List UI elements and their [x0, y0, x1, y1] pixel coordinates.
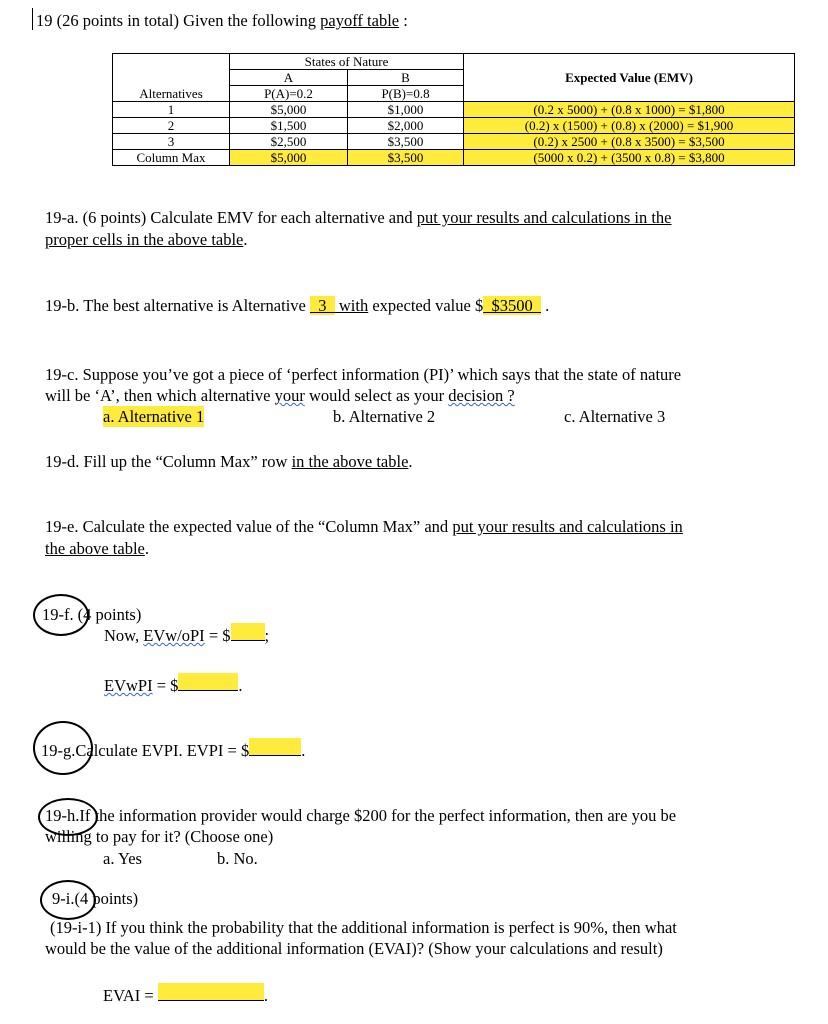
- q19g-evpi-blank[interactable]: [249, 738, 301, 756]
- q19i-label: 9-i.: [52, 889, 75, 908]
- emv-header-cell-top: [464, 54, 795, 70]
- q19f-evwpi-blank[interactable]: [178, 673, 238, 691]
- q19e-tail: .: [144, 539, 149, 558]
- q19-title-text: 19 (26 points in total) Given the following: [36, 11, 321, 30]
- emv-header: Expected Value (EMV): [464, 70, 795, 86]
- question-19-title: [36, 10, 408, 31]
- q19h-line1: If the information provider would charge $200 for the perfect information, then are you be: [79, 806, 677, 825]
- emv-cell: (0.2 x 5000) + (0.8 x 1000) = $1,800: [464, 102, 795, 118]
- emv-cell: (0.2) x 2500 + (0.8 x 3500) = $3,500: [464, 134, 795, 150]
- q19g-text: Calculate EVPI. EVPI = $: [75, 741, 250, 760]
- q19i-evai-label: EVAI =: [103, 986, 158, 1005]
- q19f-label: 19-f.: [42, 605, 74, 624]
- q19f-evwopi-line: [104, 623, 269, 646]
- question-19d: [45, 451, 413, 472]
- column-max-row: [113, 150, 795, 166]
- alt-cell: Column Max: [113, 150, 230, 166]
- q19c-option-b[interactable]: b. Alternative 2: [333, 407, 436, 426]
- q19g-label: 19-g.: [41, 741, 76, 760]
- table-header-row-2: [113, 70, 795, 86]
- q19f-evwpi-line: [104, 673, 243, 696]
- question-19e-line2: [45, 538, 149, 559]
- value-a-cell: $2,500: [230, 134, 348, 150]
- q19-title-link: payoff table: [320, 11, 400, 30]
- table-header-row-3: [113, 86, 795, 102]
- q19c-line2-pre: will be ‘A’, then which alternative: [45, 386, 275, 405]
- q19-title-tail: :: [399, 11, 408, 30]
- table-row: [113, 118, 795, 134]
- q19d-link: in the above table: [291, 452, 409, 471]
- q19f-eq2: = $: [152, 676, 179, 695]
- q19f-evwopi-blank[interactable]: [231, 623, 265, 641]
- question-19g: [41, 738, 305, 761]
- q19f-points: (4 points): [77, 605, 142, 624]
- alternatives-header: Alternatives: [113, 86, 230, 102]
- question-19i-line1: (19-i-1) If you think the probability that the additional information is perfect is 90%, then what: [50, 918, 677, 937]
- prob-a-header: P(A)=0.2: [230, 86, 348, 102]
- q19a-link: put your results and calculations in the: [416, 208, 672, 227]
- value-b-cell: $2,000: [348, 118, 464, 134]
- states-of-nature-header: States of Nature: [230, 54, 464, 70]
- q19d-pre: 19-d. Fill up the “Column Max” row: [45, 452, 292, 471]
- q19c-your: your: [274, 386, 305, 405]
- emv-header-cell-bottom: [464, 86, 795, 102]
- q19f-dot: .: [238, 676, 243, 695]
- q19c-decision: decision ?: [448, 386, 515, 405]
- q19f-now: Now,: [104, 626, 144, 645]
- question-19a-line1: [45, 207, 672, 228]
- q19a-line2: proper cells in the above table: [45, 230, 244, 249]
- q19f-evwpi: EVwPI: [104, 676, 153, 695]
- q19g-dot: .: [301, 741, 306, 760]
- col-a-header: A: [230, 70, 348, 86]
- max-b-cell: $3,500: [348, 150, 464, 166]
- question-19e-line1: [45, 516, 683, 537]
- q19b-tail: .: [540, 296, 550, 315]
- q19i-points: (4 points): [74, 889, 139, 908]
- q19f-evwopi: EVw/oPI: [143, 626, 205, 645]
- q19e-line2: the above table: [45, 539, 145, 558]
- text-cursor: [32, 8, 33, 30]
- question-19i-header: [52, 888, 138, 909]
- value-a-cell: $1,500: [230, 118, 348, 134]
- q19d-tail: .: [408, 452, 413, 471]
- q19b-value-answer[interactable]: $3500: [483, 296, 541, 315]
- payoff-table: [112, 53, 795, 166]
- value-b-cell: $3,500: [348, 134, 464, 150]
- question-19f-header: [42, 604, 141, 625]
- table-header-row-1: [113, 54, 795, 70]
- emv-cell: (5000 x 0.2) + (3500 x 0.8) = $3,800: [464, 150, 795, 166]
- q19a-text: 19-a. (6 points) Calculate EMV for each alternative and: [45, 208, 417, 227]
- q19i-evai-blank[interactable]: [158, 983, 264, 1001]
- table-row: [113, 134, 795, 150]
- value-a-cell: $5,000: [230, 102, 348, 118]
- q19b-alt-answer[interactable]: 3: [310, 296, 335, 315]
- prob-b-header: P(B)=0.8: [348, 86, 464, 102]
- q19h-label: 19-h.: [45, 806, 80, 825]
- q19i-evai-line: [103, 983, 268, 1006]
- alt-header-cell-top: [113, 54, 230, 70]
- q19b-mid: with: [334, 296, 369, 315]
- q19c-line2-mid: would select as your: [304, 386, 449, 405]
- q19f-eq: = $: [204, 626, 231, 645]
- q19h-option-a[interactable]: a. Yes: [103, 849, 142, 868]
- q19f-semi: ;: [264, 626, 270, 645]
- q19e-line1-pre: 19-e. Calculate the expected value of the “Column Max” and: [45, 517, 453, 536]
- alt-header-cell-mid: [113, 70, 230, 86]
- q19b-pre: 19-b. The best alternative is Alternative: [45, 296, 310, 315]
- max-a-cell: $5,000: [230, 150, 348, 166]
- q19c-option-c[interactable]: c. Alternative 3: [564, 407, 666, 426]
- alt-cell: 2: [113, 118, 230, 134]
- question-19h-line1: [45, 805, 676, 826]
- question-19h-line2: willing to pay for it? (Choose one): [45, 827, 274, 846]
- q19h-option-b[interactable]: b. No.: [217, 849, 258, 868]
- q19c-option-a[interactable]: a. Alternative 1: [103, 407, 205, 426]
- question-19c-line2: [45, 385, 515, 406]
- q19b-mid2: expected value $: [368, 296, 484, 315]
- col-b-header: B: [348, 70, 464, 86]
- question-19c-line1: 19-c. Suppose you’ve got a piece of ‘perfect information (PI)’ which says that the state of nature: [45, 365, 682, 384]
- value-b-cell: $1,000: [348, 102, 464, 118]
- alt-cell: 3: [113, 134, 230, 150]
- q19i-dot: .: [263, 986, 268, 1005]
- q19a-tail: .: [243, 230, 248, 249]
- q19e-line1-link: put your results and calculations in: [452, 517, 683, 536]
- question-19i-line2: would be the value of the additional information (EVAI)? (Show your calculations and result): [45, 939, 663, 958]
- table-row: [113, 102, 795, 118]
- emv-cell: (0.2) x (1500) + (0.8) x (2000) = $1,900: [464, 118, 795, 134]
- question-19b: [45, 295, 549, 316]
- alt-cell: 1: [113, 102, 230, 118]
- question-19a-line2: [45, 229, 248, 250]
